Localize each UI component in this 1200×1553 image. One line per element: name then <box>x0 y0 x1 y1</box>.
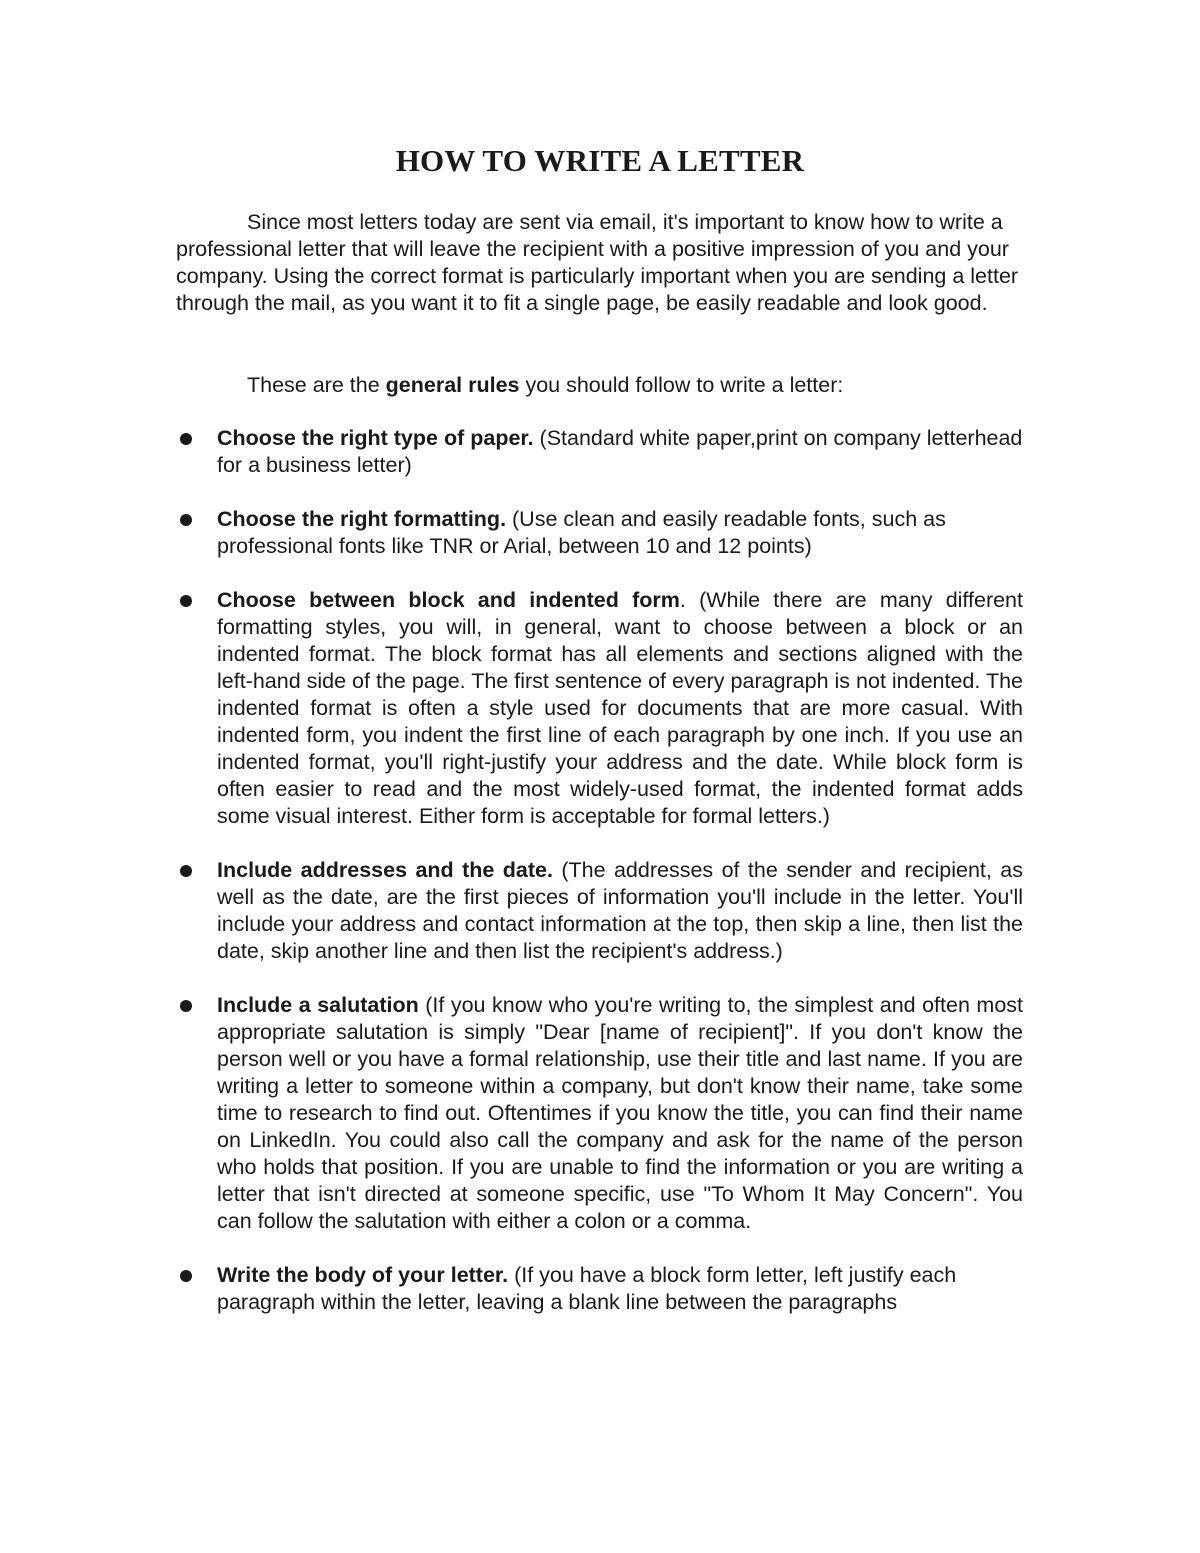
list-item-text: (Use clean and easily readable fonts, such as professional fonts like TNR or Arial, between 10 and 12 points) <box>217 507 946 558</box>
bullet-icon <box>180 1000 192 1012</box>
list-item-heading: Choose between block and indented form <box>217 588 680 612</box>
list-item <box>176 506 1023 560</box>
bullet-icon <box>180 514 192 526</box>
bullet-icon <box>180 865 192 877</box>
list-item-text: (If you know who you're writing to, the simplest and often most appropriate salutation is simply "Dear [name of recipient]". If you don't know the person well or you have a formal relationship, use their title and last name. If you are writing a letter to someone within a company, but don't know their name, take some time to research to find out. Oftentimes if you know the title, you can find their name on LinkedIn. You could also call the company and ask for the name of the person who holds that position. If you are unable to find the information or you are writing a letter that isn't directed at someone specific, use "To Whom It May Concern". You can follow the salutation with either a colon or a comma. <box>217 993 1023 1233</box>
rules-lead-after: you should follow to write a letter: <box>519 373 844 397</box>
list-item-text: (The addresses of the sender and recipient, as well as the date, are the first pieces of information you'll include in the letter. You'll include your address and contact information at the top, then skip a line, then list the date, skip another line and then list the recipient's address.) <box>217 858 1023 963</box>
list-item-heading: Include a salutation <box>217 993 419 1017</box>
bullet-icon <box>180 1270 192 1282</box>
list-item <box>176 1262 1023 1316</box>
rules-list <box>176 425 1026 1343</box>
list-item-heading: Choose the right formatting. <box>217 507 507 531</box>
list-item-heading: Write the body of your letter. <box>217 1263 509 1287</box>
list-item <box>176 857 1023 965</box>
list-item-heading: Choose the right type of paper. <box>217 426 534 450</box>
intro-paragraph: Since most letters today are sent via email, it's important to know how to write a professional letter that will leave the recipient with a positive impression of you and your company. Using the correct format is particularly important when you are sending a letter through the mail, as you want it to fit a single page, be easily readable and look good. <box>176 210 1019 315</box>
rules-lead-before: These are the <box>247 373 386 397</box>
document-title: HOW TO WRITE A LETTER <box>395 143 805 178</box>
list-item <box>176 992 1023 1235</box>
list-item <box>176 425 1023 479</box>
list-item <box>176 587 1023 830</box>
list-item-heading: Include addresses and the date. <box>217 858 553 882</box>
list-item-text: (Standard white paper,print on company letterhead for a business letter) <box>217 426 1023 477</box>
list-item-text: (If you have a block form letter, left justify each paragraph within the letter, leaving a blank line between the paragraphs <box>217 1263 957 1314</box>
list-item-text: . (While there are many different formatting styles, you will, in general, want to choose between a block or an indented format. The block format has all elements and sections aligned with the left-hand side of the page. The first sentence of every paragraph is not indented. The indented format is often a style used for documents that are more casual. With indented form, you indent the first line of each paragraph by one inch. If you use an indented format, you'll right-justify your address and the date. While block form is often easier to read and the most widely-used format, the indented format adds some visual interest. Either form is acceptable for formal letters.) <box>217 588 1023 828</box>
rules-lead-paragraph <box>176 372 1026 399</box>
bullet-icon <box>180 595 192 607</box>
bullet-icon <box>180 433 192 445</box>
rules-lead-bold: general rules <box>385 373 520 397</box>
